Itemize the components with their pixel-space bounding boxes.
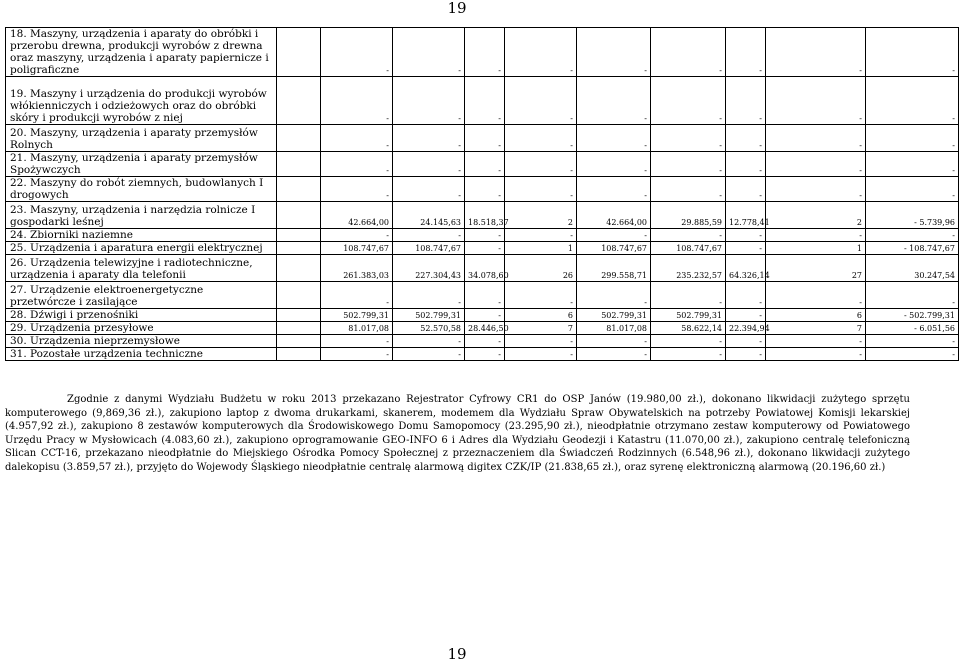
- value-cell: -: [577, 177, 651, 202]
- table-row: [6, 348, 959, 361]
- value-cell: -: [321, 77, 393, 125]
- value-cell: 502.799,31: [577, 309, 651, 322]
- value-cell: 7: [766, 322, 866, 335]
- value-cell: -: [321, 348, 393, 361]
- value-cell: -: [726, 348, 766, 361]
- value-cell: 2: [766, 202, 866, 229]
- value-cell: -: [866, 177, 959, 202]
- value-cell: -: [766, 125, 866, 152]
- value-cell: -: [321, 125, 393, 152]
- value-cell: -: [465, 282, 505, 309]
- value-cell: 22.394,94: [726, 322, 766, 335]
- table-row: [6, 282, 959, 309]
- table-row: [6, 177, 959, 202]
- value-cell: -: [505, 125, 577, 152]
- value-cell: -: [577, 152, 651, 177]
- row-label: 30. Urządzenia nieprzemysłowe: [6, 335, 277, 348]
- spacer-cell: [277, 177, 321, 202]
- value-cell: -: [577, 28, 651, 77]
- value-cell: -: [726, 152, 766, 177]
- value-cell: -: [393, 152, 465, 177]
- value-cell: -: [577, 125, 651, 152]
- table-row: [6, 242, 959, 255]
- value-cell: 6: [505, 309, 577, 322]
- value-cell: -: [393, 335, 465, 348]
- spacer-cell: [277, 28, 321, 77]
- spacer-cell: [277, 152, 321, 177]
- value-cell: -: [577, 229, 651, 242]
- row-label: 23. Maszyny, urządzenia i narzędzia rolnicze I gospodarki leśnej: [6, 202, 277, 229]
- spacer-cell: [277, 322, 321, 335]
- value-cell: -: [651, 229, 726, 242]
- row-label: 26. Urządzenia telewizyjne i radiotechniczne, urządzenia i aparaty dla telefonii: [6, 255, 277, 282]
- value-cell: 108.747,67: [393, 242, 465, 255]
- value-cell: -: [321, 177, 393, 202]
- value-cell: -: [651, 335, 726, 348]
- value-cell: -: [465, 335, 505, 348]
- value-cell: -: [726, 282, 766, 309]
- value-cell: 24.145,63: [393, 202, 465, 229]
- value-cell: - 6.051,56: [866, 322, 959, 335]
- value-cell: -: [726, 335, 766, 348]
- value-cell: -: [465, 177, 505, 202]
- value-cell: -: [321, 229, 393, 242]
- spacer-cell: [277, 309, 321, 322]
- value-cell: -: [766, 229, 866, 242]
- row-label: 31. Pozostałe urządzenia techniczne: [6, 348, 277, 361]
- value-cell: -: [866, 282, 959, 309]
- value-cell: 64.326,14: [726, 255, 766, 282]
- value-cell: -: [866, 348, 959, 361]
- value-cell: -: [866, 335, 959, 348]
- value-cell: -: [651, 348, 726, 361]
- value-cell: -: [393, 177, 465, 202]
- spacer-cell: [277, 255, 321, 282]
- value-cell: -: [393, 348, 465, 361]
- value-cell: 1: [505, 242, 577, 255]
- table-row: [6, 152, 959, 177]
- table-row: [6, 322, 959, 335]
- value-cell: 81.017,08: [321, 322, 393, 335]
- value-cell: -: [465, 242, 505, 255]
- value-cell: -: [866, 152, 959, 177]
- value-cell: -: [866, 229, 959, 242]
- value-cell: -: [726, 309, 766, 322]
- table-row: [6, 202, 959, 229]
- value-cell: -: [505, 177, 577, 202]
- value-cell: -: [321, 335, 393, 348]
- value-cell: -: [651, 125, 726, 152]
- table-row: [6, 229, 959, 242]
- value-cell: 58.622,14: [651, 322, 726, 335]
- value-cell: -: [866, 28, 959, 77]
- value-cell: -: [393, 229, 465, 242]
- value-cell: - 108.747,67: [866, 242, 959, 255]
- value-cell: -: [726, 125, 766, 152]
- value-cell: 502.799,31: [651, 309, 726, 322]
- spacer-cell: [277, 229, 321, 242]
- value-cell: -: [321, 152, 393, 177]
- value-cell: -: [465, 229, 505, 242]
- value-cell: 27: [766, 255, 866, 282]
- table-row: [6, 309, 959, 322]
- value-cell: 18.518,37: [465, 202, 505, 229]
- value-cell: -: [766, 152, 866, 177]
- row-label: 27. Urządzenie elektroenergetyczne przetwórcze i zasilające: [6, 282, 277, 309]
- table-row: [6, 77, 959, 125]
- row-label: 25. Urządzenia i aparatura energii elektrycznej: [6, 242, 277, 255]
- spacer-cell: [277, 242, 321, 255]
- value-cell: 52.570,58: [393, 322, 465, 335]
- value-cell: -: [505, 28, 577, 77]
- value-cell: -: [393, 77, 465, 125]
- value-cell: -: [651, 28, 726, 77]
- page-number-bottom: 19: [447, 645, 467, 663]
- row-label: 18. Maszyny, urządzenia i aparaty do obróbki i przerobu drewna, produkcji wyrobów z drewna oraz maszyny, urządzenia i aparaty papiernicze i poligraficzne: [6, 28, 277, 77]
- value-cell: -: [766, 348, 866, 361]
- value-cell: -: [393, 125, 465, 152]
- value-cell: - 5.739,96: [866, 202, 959, 229]
- value-cell: -: [766, 282, 866, 309]
- value-cell: 108.747,67: [577, 242, 651, 255]
- value-cell: -: [726, 177, 766, 202]
- value-cell: -: [465, 125, 505, 152]
- row-label: 28. Dźwigi i przenośniki: [6, 309, 277, 322]
- value-cell: -: [505, 282, 577, 309]
- row-label: 19. Maszyny i urządzenia do produkcji wyrobów włókienniczych i odzieżowych oraz do obróbki skóry i produkcji wyrobów z niej: [6, 77, 277, 125]
- value-cell: 227.304,43: [393, 255, 465, 282]
- spacer-cell: [277, 282, 321, 309]
- value-cell: -: [651, 282, 726, 309]
- value-cell: 12.778,41: [726, 202, 766, 229]
- value-cell: -: [465, 77, 505, 125]
- page-number-top: 19: [447, 0, 467, 17]
- value-cell: -: [651, 152, 726, 177]
- row-label: 24. Zbiorniki naziemne: [6, 229, 277, 242]
- value-cell: 108.747,67: [321, 242, 393, 255]
- value-cell: 7: [505, 322, 577, 335]
- value-cell: -: [393, 28, 465, 77]
- value-cell: 235.232,57: [651, 255, 726, 282]
- value-cell: -: [321, 28, 393, 77]
- value-cell: -: [726, 229, 766, 242]
- value-cell: 26: [505, 255, 577, 282]
- value-cell: -: [651, 77, 726, 125]
- value-cell: -: [577, 282, 651, 309]
- value-cell: 2: [505, 202, 577, 229]
- value-cell: 1: [766, 242, 866, 255]
- spacer-cell: [277, 335, 321, 348]
- value-cell: -: [465, 152, 505, 177]
- row-label: 29. Urządzenia przesyłowe: [6, 322, 277, 335]
- row-label: 21. Maszyny, urządzenia i aparaty przemysłów Spożywczych: [6, 152, 277, 177]
- value-cell: -: [505, 152, 577, 177]
- row-label: 20. Maszyny, urządzenia i aparaty przemysłów Rolnych: [6, 125, 277, 152]
- value-cell: -: [577, 77, 651, 125]
- spacer-cell: [277, 77, 321, 125]
- value-cell: 28.446,50: [465, 322, 505, 335]
- value-cell: 261.383,03: [321, 255, 393, 282]
- value-cell: 6: [766, 309, 866, 322]
- value-cell: -: [651, 177, 726, 202]
- value-cell: 42.664,00: [321, 202, 393, 229]
- value-cell: -: [766, 28, 866, 77]
- value-cell: 299.558,71: [577, 255, 651, 282]
- spacer-cell: [277, 125, 321, 152]
- value-cell: 81.017,08: [577, 322, 651, 335]
- value-cell: -: [726, 77, 766, 125]
- value-cell: 30.247,54: [866, 255, 959, 282]
- value-cell: -: [866, 77, 959, 125]
- value-cell: - 502.799,31: [866, 309, 959, 322]
- value-cell: -: [766, 335, 866, 348]
- value-cell: -: [505, 77, 577, 125]
- row-label: 22. Maszyny do robót ziemnych, budowlanych I drogowych: [6, 177, 277, 202]
- value-cell: -: [465, 28, 505, 77]
- value-cell: -: [393, 282, 465, 309]
- value-cell: -: [577, 348, 651, 361]
- value-cell: 42.664,00: [577, 202, 651, 229]
- spacer-cell: [277, 348, 321, 361]
- table-row: [6, 28, 959, 77]
- value-cell: -: [766, 77, 866, 125]
- table-row: [6, 125, 959, 152]
- value-cell: 29.885,59: [651, 202, 726, 229]
- value-cell: -: [505, 335, 577, 348]
- value-cell: -: [866, 125, 959, 152]
- value-cell: -: [726, 28, 766, 77]
- value-cell: -: [505, 229, 577, 242]
- value-cell: -: [321, 282, 393, 309]
- value-cell: -: [465, 348, 505, 361]
- value-cell: -: [577, 335, 651, 348]
- value-cell: 502.799,31: [393, 309, 465, 322]
- fixed-assets-table: [5, 27, 959, 361]
- explanatory-note: Zgodnie z danymi Wydziału Budżetu w roku 2013 przekazano Rejestrator Cyfrowy CR1 do OSP Janów (19.980,00 zł.), dokonano likwidacji zużytego sprzętu komputerowego (9,869,36 zł.), zakupiono laptop z dwoma drukarkami, skanerem, modemem dla Wydziału Spraw Obywatelskich na potrzeby Powiatowej Komisji lekarskiej (4.957,92 zł.), zakupiono 8 zestawów komputerowych dla Środowiskowego Domu Samopomocy (23.295,90 zł.), nieodpłatnie otrzymano zestaw komputerowy od Powiatowego Urzędu Pracy w Mysłowicach (4.083,60 zł.), zakupiono oprogramowanie GEO-INFO 6 i Adres dla Wydziału Geodezji i Katastru (11.070,00 zł.), zakupiono centralę telefoniczną Slican CCT-16, przekazano nieodpłatnie do Miejskiego Ośrodka Pomocy Społecznej z przeznaczeniem dla Świadczeń Rodzinnych (6.548,96 zł.), dokonano likwidacji zużytego dalekopisu (3.859,57 zł.), przyjęto do Wojewody Śląskiego nieodpłatnie centralę alarmową digitex CZK/IP (21.838,65 zł.), oraz syrenę elektroniczną alarmową (20.196,60 zł.): [5, 394, 910, 473]
- value-cell: -: [766, 177, 866, 202]
- value-cell: 502.799,31: [321, 309, 393, 322]
- value-cell: -: [505, 348, 577, 361]
- value-cell: -: [726, 242, 766, 255]
- table-row: [6, 335, 959, 348]
- value-cell: 34.078,60: [465, 255, 505, 282]
- spacer-cell: [277, 202, 321, 229]
- value-cell: -: [465, 309, 505, 322]
- value-cell: 108.747,67: [651, 242, 726, 255]
- table-row: [6, 255, 959, 282]
